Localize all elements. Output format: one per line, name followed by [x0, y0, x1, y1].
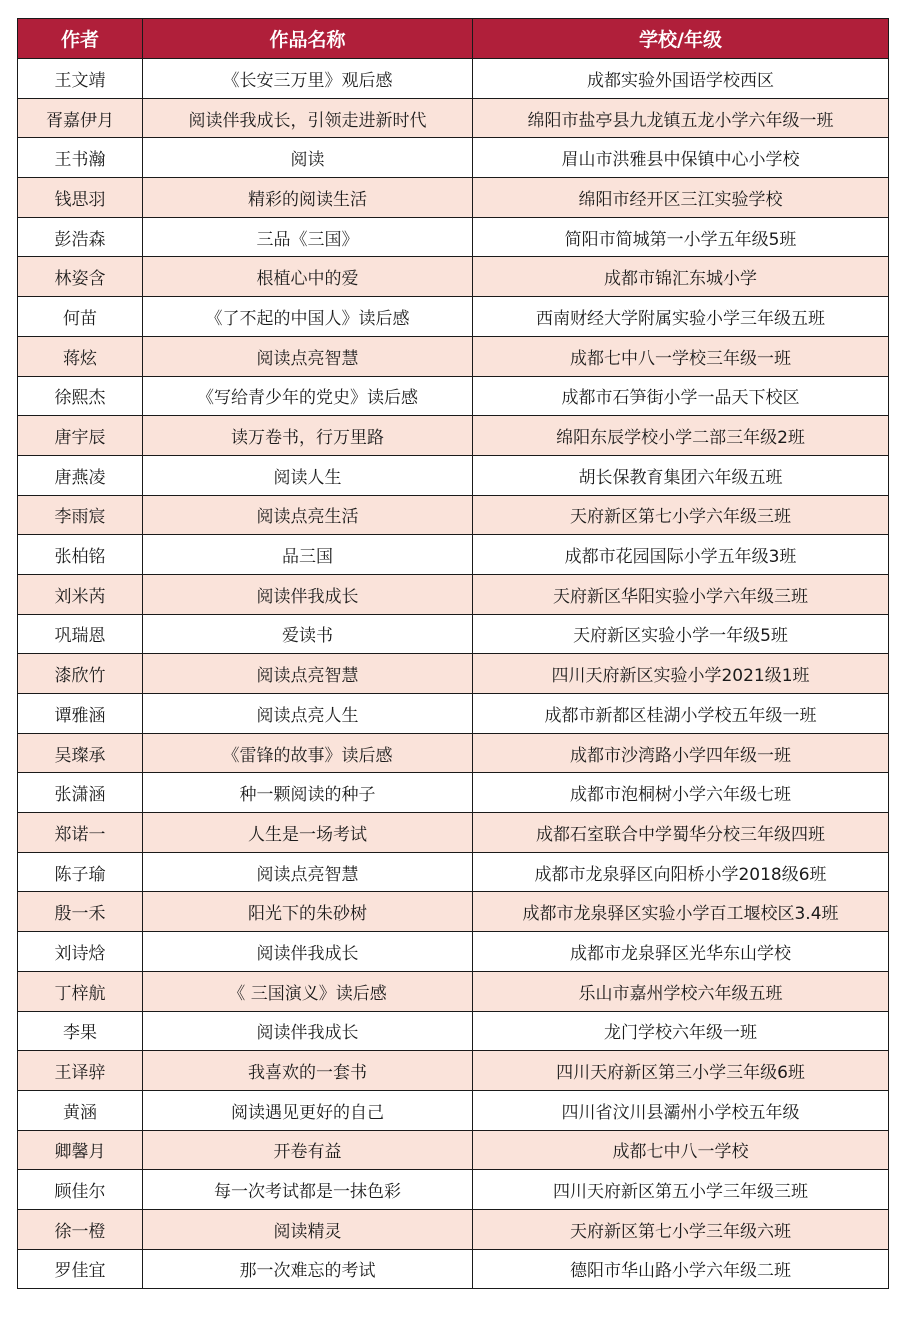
cell-work-title: 读万卷书，行万里路 — [143, 416, 473, 456]
header-row — [18, 19, 889, 59]
cell-author: 王文靖 — [18, 59, 143, 99]
table-row — [18, 971, 889, 1011]
cell-school-grade: 简阳市简城第一小学五年级5班 — [473, 217, 889, 257]
cell-author: 张潇涵 — [18, 773, 143, 813]
cell-work-title: 人生是一场考试 — [143, 813, 473, 853]
cell-school-grade: 眉山市洪雅县中保镇中心小学校 — [473, 138, 889, 178]
table-row — [18, 932, 889, 972]
cell-school-grade: 绵阳东辰学校小学二部三年级2班 — [473, 416, 889, 456]
cell-school-grade: 成都市锦汇东城小学 — [473, 257, 889, 297]
cell-author: 林姿含 — [18, 257, 143, 297]
table-row — [18, 852, 889, 892]
table-row — [18, 257, 889, 297]
cell-work-title: 阅读伴我成长 — [143, 1011, 473, 1051]
cell-author: 徐一橙 — [18, 1209, 143, 1249]
table-row — [18, 813, 889, 853]
cell-work-title: 阅读点亮智慧 — [143, 654, 473, 694]
cell-school-grade: 成都市泡桐树小学六年级七班 — [473, 773, 889, 813]
cell-author: 丁梓航 — [18, 971, 143, 1011]
cell-school-grade: 成都市新都区桂湖小学校五年级一班 — [473, 694, 889, 734]
cell-school-grade: 成都市石笋街小学一品天下校区 — [473, 376, 889, 416]
cell-school-grade: 成都市龙泉驿区向阳桥小学2018级6班 — [473, 852, 889, 892]
cell-author: 巩瑞恩 — [18, 614, 143, 654]
cell-author: 蒋炫 — [18, 336, 143, 376]
table-row — [18, 535, 889, 575]
table-row — [18, 455, 889, 495]
cell-author: 徐熙杰 — [18, 376, 143, 416]
table-header — [18, 19, 889, 59]
cell-work-title: 《 三国演义》读后感 — [143, 971, 473, 1011]
cell-work-title: 阅读遇见更好的自己 — [143, 1090, 473, 1130]
cell-work-title: 阅读精灵 — [143, 1209, 473, 1249]
table-row — [18, 178, 889, 218]
cell-school-grade: 绵阳市经开区三江实验学校 — [473, 178, 889, 218]
cell-work-title: 阅读点亮智慧 — [143, 852, 473, 892]
table-row — [18, 59, 889, 99]
cell-work-title: 我喜欢的一套书 — [143, 1051, 473, 1091]
cell-author: 罗佳宜 — [18, 1249, 143, 1289]
cell-school-grade: 德阳市华山路小学六年级二班 — [473, 1249, 889, 1289]
cell-work-title: 阅读点亮人生 — [143, 694, 473, 734]
cell-work-title: 那一次难忘的考试 — [143, 1249, 473, 1289]
cell-work-title: 阅读点亮智慧 — [143, 336, 473, 376]
cell-work-title: 阅读 — [143, 138, 473, 178]
cell-school-grade: 成都石室联合中学蜀华分校三年级四班 — [473, 813, 889, 853]
cell-author: 李雨宸 — [18, 495, 143, 535]
table-row — [18, 416, 889, 456]
table-row — [18, 98, 889, 138]
cell-work-title: 阅读伴我成长 — [143, 932, 473, 972]
table-row — [18, 495, 889, 535]
award-list-table-container — [17, 18, 888, 1289]
header-work-title: 作品名称 — [143, 19, 473, 59]
cell-school-grade: 成都实验外国语学校西区 — [473, 59, 889, 99]
cell-school-grade: 天府新区第七小学六年级三班 — [473, 495, 889, 535]
cell-author: 胥嘉伊月 — [18, 98, 143, 138]
table-row — [18, 654, 889, 694]
cell-school-grade: 四川天府新区第五小学三年级三班 — [473, 1170, 889, 1210]
cell-school-grade: 四川天府新区实验小学2021级1班 — [473, 654, 889, 694]
cell-author: 钱思羽 — [18, 178, 143, 218]
cell-work-title: 阅读伴我成长，引领走进新时代 — [143, 98, 473, 138]
cell-school-grade: 成都市龙泉驿区光华东山学校 — [473, 932, 889, 972]
cell-school-grade: 成都七中八一学校 — [473, 1130, 889, 1170]
cell-school-grade: 天府新区第七小学三年级六班 — [473, 1209, 889, 1249]
cell-school-grade: 四川省汶川县灞州小学校五年级 — [473, 1090, 889, 1130]
cell-author: 陈子瑜 — [18, 852, 143, 892]
cell-school-grade: 成都市龙泉驿区实验小学百工堰校区3.4班 — [473, 892, 889, 932]
cell-work-title: 《了不起的中国人》读后感 — [143, 297, 473, 337]
cell-author: 黄涵 — [18, 1090, 143, 1130]
table-row — [18, 1249, 889, 1289]
table-row — [18, 1011, 889, 1051]
cell-work-title: 《写给青少年的党史》读后感 — [143, 376, 473, 416]
cell-author: 彭浩森 — [18, 217, 143, 257]
cell-author: 谭雅涵 — [18, 694, 143, 734]
cell-author: 何苗 — [18, 297, 143, 337]
cell-work-title: 种一颗阅读的种子 — [143, 773, 473, 813]
table-row — [18, 574, 889, 614]
cell-author: 郑诺一 — [18, 813, 143, 853]
table-row — [18, 773, 889, 813]
cell-school-grade: 龙门学校六年级一班 — [473, 1011, 889, 1051]
table-row — [18, 217, 889, 257]
cell-work-title: 阳光下的朱砂树 — [143, 892, 473, 932]
table-row — [18, 733, 889, 773]
cell-author: 殷一禾 — [18, 892, 143, 932]
cell-work-title: 《雷锋的故事》读后感 — [143, 733, 473, 773]
table-body — [18, 59, 889, 1289]
cell-school-grade: 天府新区华阳实验小学六年级三班 — [473, 574, 889, 614]
cell-work-title: 根植心中的爱 — [143, 257, 473, 297]
cell-work-title: 精彩的阅读生活 — [143, 178, 473, 218]
header-author: 作者 — [18, 19, 143, 59]
cell-work-title: 阅读人生 — [143, 455, 473, 495]
cell-author: 吴璨承 — [18, 733, 143, 773]
cell-work-title: 三品《三国》 — [143, 217, 473, 257]
cell-author: 顾佳尔 — [18, 1170, 143, 1210]
cell-work-title: 每一次考试都是一抹色彩 — [143, 1170, 473, 1210]
cell-school-grade: 四川天府新区第三小学三年级6班 — [473, 1051, 889, 1091]
cell-work-title: 品三国 — [143, 535, 473, 575]
cell-work-title: 阅读伴我成长 — [143, 574, 473, 614]
cell-author: 张柏铭 — [18, 535, 143, 575]
cell-work-title: 阅读点亮生活 — [143, 495, 473, 535]
award-list-table — [17, 18, 889, 1289]
cell-school-grade: 成都市沙湾路小学四年级一班 — [473, 733, 889, 773]
table-row — [18, 694, 889, 734]
table-row — [18, 1130, 889, 1170]
cell-school-grade: 天府新区实验小学一年级5班 — [473, 614, 889, 654]
table-row — [18, 336, 889, 376]
cell-author: 漆欣竹 — [18, 654, 143, 694]
cell-author: 刘诗焓 — [18, 932, 143, 972]
cell-work-title: 开卷有益 — [143, 1130, 473, 1170]
cell-author: 王译骍 — [18, 1051, 143, 1091]
table-row — [18, 1170, 889, 1210]
cell-school-grade: 成都市花园国际小学五年级3班 — [473, 535, 889, 575]
header-school-grade: 学校/年级 — [473, 19, 889, 59]
table-row — [18, 297, 889, 337]
cell-school-grade: 乐山市嘉州学校六年级五班 — [473, 971, 889, 1011]
cell-author: 王书瀚 — [18, 138, 143, 178]
cell-school-grade: 绵阳市盐亭县九龙镇五龙小学六年级一班 — [473, 98, 889, 138]
cell-school-grade: 西南财经大学附属实验小学三年级五班 — [473, 297, 889, 337]
table-row — [18, 376, 889, 416]
cell-author: 李果 — [18, 1011, 143, 1051]
cell-school-grade: 成都七中八一学校三年级一班 — [473, 336, 889, 376]
table-row — [18, 1209, 889, 1249]
table-row — [18, 1090, 889, 1130]
cell-author: 刘米芮 — [18, 574, 143, 614]
cell-author: 唐宇辰 — [18, 416, 143, 456]
table-row — [18, 1051, 889, 1091]
cell-author: 卿馨月 — [18, 1130, 143, 1170]
cell-work-title: 《长安三万里》观后感 — [143, 59, 473, 99]
table-row — [18, 138, 889, 178]
cell-author: 唐燕凌 — [18, 455, 143, 495]
cell-work-title: 爱读书 — [143, 614, 473, 654]
table-row — [18, 614, 889, 654]
table-row — [18, 892, 889, 932]
cell-school-grade: 胡长保教育集团六年级五班 — [473, 455, 889, 495]
